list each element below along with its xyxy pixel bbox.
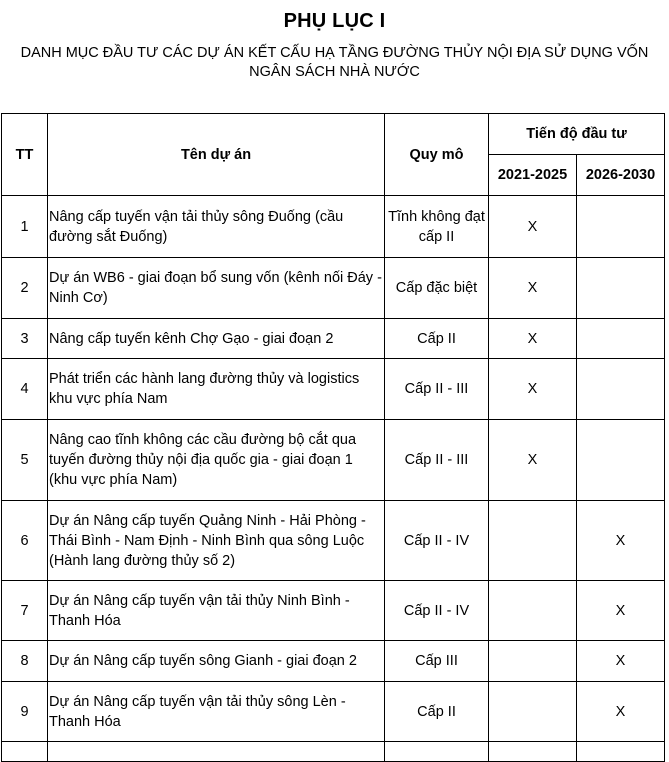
table-row [2, 196, 665, 258]
project-scale: Cấp II - IV [385, 501, 489, 581]
project-scale: Cấp II [385, 319, 489, 359]
row-number: 8 [2, 641, 48, 682]
mark-2021-2025 [489, 641, 577, 682]
mark-2021-2025 [489, 581, 577, 641]
row-number: 4 [2, 359, 48, 420]
project-name: Dự án Nâng cấp tuyến vận tải thủy sông Lèn - Thanh Hóa [48, 682, 385, 742]
project-name: Nâng cấp tuyến kênh Chợ Gạo - giai đoạn 2 [48, 319, 385, 359]
mark-2026-2030 [577, 196, 665, 258]
project-scale: Cấp II - III [385, 420, 489, 501]
mark-2021-2025: X [489, 196, 577, 258]
project-scale: Cấp III [385, 641, 489, 682]
project-scale: Cấp II [385, 682, 489, 742]
subtitle-line-1: DANH MỤC ĐẦU TƯ CÁC DỰ ÁN KẾT CẤU HẠ TẦNG ĐƯỜNG THỦY NỘI ĐỊA SỬ DỤNG VỐN [20, 45, 649, 61]
table-row [2, 682, 665, 742]
project-name: Nâng cao tĩnh không các cầu đường bộ cắt qua tuyến đường thủy nội địa quốc gia - giai đoạn 1 (khu vực phía Nam) [48, 420, 385, 501]
mark-2021-2025: X [489, 420, 577, 501]
row-number: 2 [2, 258, 48, 319]
table-row [2, 581, 665, 641]
header-period-2026-2030: 2026-2030 [577, 155, 665, 196]
project-scale: Tĩnh không đạt cấp II [385, 196, 489, 258]
header-scale: Quy mô [385, 114, 489, 196]
subtitle-line-2: NGÂN SÁCH NHÀ NƯỚC [249, 64, 420, 80]
mark-2021-2025 [489, 682, 577, 742]
table-row [2, 258, 665, 319]
project-scale: Cấp đặc biệt [385, 258, 489, 319]
row-number: 1 [2, 196, 48, 258]
project-name: Nâng cấp tuyến vận tải thủy sông Đuống (cầu đường sắt Đuống) [48, 196, 385, 258]
project-scale: Cấp II - III [385, 359, 489, 420]
row-number: 3 [2, 319, 48, 359]
mark-2026-2030 [577, 359, 665, 420]
table-row-partial [2, 742, 665, 762]
mark-2026-2030: X [577, 501, 665, 581]
mark-2026-2030 [577, 319, 665, 359]
project-name: Dự án Nâng cấp tuyến sông Gianh - giai đoạn 2 [48, 641, 385, 682]
table-row [2, 359, 665, 420]
mark-2021-2025 [489, 501, 577, 581]
mark-2021-2025: X [489, 258, 577, 319]
row-number: 5 [2, 420, 48, 501]
project-name: Dự án Nâng cấp tuyến Quảng Ninh - Hải Phòng - Thái Bình - Nam Định - Ninh Bình qua sông Luộc (Hành lang đường thủy số 2) [48, 501, 385, 581]
mark-2026-2030 [577, 258, 665, 319]
header-project-name: Tên dự án [48, 114, 385, 196]
mark-2026-2030 [577, 420, 665, 501]
document-title: PHỤ LỤC I [283, 10, 386, 32]
row-number: 9 [2, 682, 48, 742]
header-progress: Tiến độ đầu tư [489, 114, 665, 155]
table-row [2, 501, 665, 581]
table-row [2, 641, 665, 682]
project-name: Dự án Nâng cấp tuyến vận tải thủy Ninh Bình - Thanh Hóa [48, 581, 385, 641]
header-period-2021-2025: 2021-2025 [489, 155, 577, 196]
mark-2021-2025: X [489, 359, 577, 420]
document-subtitle [0, 44, 669, 82]
header-tt: TT [2, 114, 48, 196]
mark-2026-2030: X [577, 581, 665, 641]
project-name: Phát triển các hành lang đường thủy và logistics khu vực phía Nam [48, 359, 385, 420]
project-name: Dự án WB6 - giai đoạn bổ sung vốn (kênh nối Đáy - Ninh Cơ) [48, 258, 385, 319]
projects-table [1, 113, 665, 762]
project-scale: Cấp II - IV [385, 581, 489, 641]
mark-2026-2030: X [577, 682, 665, 742]
row-number: 6 [2, 501, 48, 581]
table-row [2, 319, 665, 359]
mark-2026-2030: X [577, 641, 665, 682]
table-row [2, 420, 665, 501]
row-number: 7 [2, 581, 48, 641]
mark-2021-2025: X [489, 319, 577, 359]
